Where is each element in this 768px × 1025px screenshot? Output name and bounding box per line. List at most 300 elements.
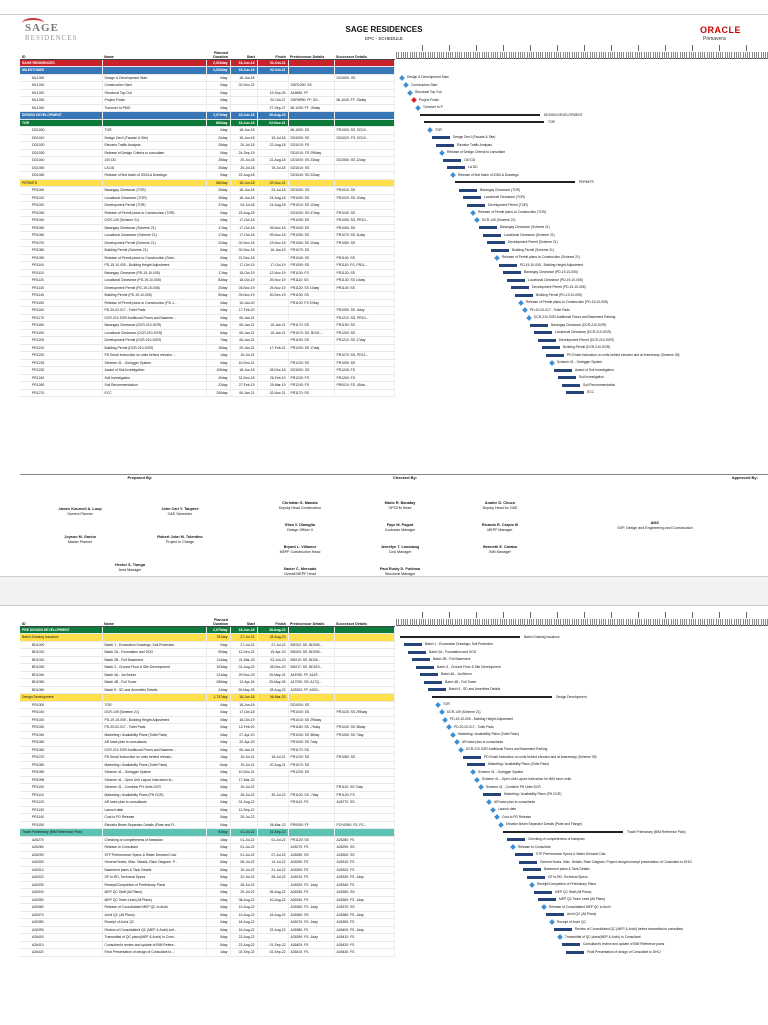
table-row[interactable] bbox=[20, 664, 394, 672]
table-row[interactable] bbox=[20, 724, 394, 732]
table-row[interactable] bbox=[20, 67, 394, 75]
timescale-year bbox=[747, 45, 768, 51]
cell-id: PR1210 bbox=[20, 344, 102, 352]
cell-succ: PR1110: SS 7day bbox=[334, 784, 394, 792]
milestone-diamond-icon[interactable] bbox=[411, 97, 417, 103]
cell-name: Building Permit (PD-19-10-005) bbox=[102, 292, 206, 300]
cell-finish: 25-May-24 bbox=[257, 671, 288, 679]
cell-id: PR1120 bbox=[20, 277, 102, 285]
table-row[interactable] bbox=[20, 679, 394, 687]
gantt-summary-bar[interactable] bbox=[455, 181, 575, 183]
milestone-diamond-icon[interactable] bbox=[454, 739, 460, 745]
table-row[interactable] bbox=[20, 74, 394, 82]
gantt-bar[interactable] bbox=[519, 861, 537, 864]
gantt-bar[interactable] bbox=[503, 271, 521, 274]
cell-dur: 20day bbox=[206, 284, 230, 292]
table-row[interactable] bbox=[20, 641, 394, 649]
table-row[interactable] bbox=[20, 134, 394, 142]
timescale-year bbox=[396, 45, 423, 51]
gantt-bar[interactable] bbox=[554, 369, 572, 372]
table-row[interactable] bbox=[20, 142, 394, 150]
table-row[interactable] bbox=[20, 814, 394, 822]
cell-id: SAGE RESIDENCES bbox=[20, 59, 102, 67]
gantt-bar[interactable] bbox=[507, 838, 525, 841]
col-id: ID bbox=[20, 612, 102, 626]
table-row[interactable] bbox=[20, 769, 394, 777]
table-row[interactable] bbox=[20, 694, 394, 702]
gantt-bar[interactable] bbox=[424, 681, 442, 684]
table-row[interactable] bbox=[20, 671, 394, 679]
table-row[interactable] bbox=[20, 754, 394, 762]
cell-id: PR1220 bbox=[20, 352, 102, 360]
timescale-tick bbox=[520, 52, 521, 59]
milestone-diamond-icon[interactable] bbox=[474, 217, 480, 223]
milestone-diamond-icon[interactable] bbox=[526, 315, 532, 321]
table-row[interactable] bbox=[20, 896, 394, 904]
table-row[interactable] bbox=[20, 626, 394, 634]
cell-pred: PR1190: SS bbox=[288, 337, 334, 345]
table-row[interactable] bbox=[20, 232, 394, 240]
cell-start: 22-Jul-22 bbox=[230, 874, 257, 882]
milestone-diamond-icon[interactable] bbox=[522, 307, 528, 313]
milestone-diamond-icon[interactable] bbox=[407, 90, 413, 96]
table-row[interactable] bbox=[20, 194, 394, 202]
cell-succ: PR1210: SS 17day bbox=[334, 337, 394, 345]
table-row[interactable] bbox=[20, 716, 394, 724]
cell-pred: A25320: FF, A253... bbox=[288, 686, 334, 694]
table-row[interactable] bbox=[20, 829, 394, 837]
timescale-tick bbox=[565, 619, 566, 626]
timescale-tick bbox=[410, 52, 411, 59]
table-row[interactable] bbox=[20, 89, 394, 97]
cell-name bbox=[102, 626, 206, 634]
milestone-diamond-icon[interactable] bbox=[415, 105, 421, 111]
cell-pred bbox=[288, 806, 334, 814]
table-row[interactable] bbox=[20, 314, 394, 322]
timescale-tick bbox=[590, 619, 591, 626]
timescale-tick bbox=[448, 619, 449, 626]
table-row[interactable] bbox=[20, 217, 394, 225]
gantt-bar[interactable] bbox=[416, 666, 434, 669]
cell-id: PR1040 bbox=[20, 731, 102, 739]
milestone-diamond-icon[interactable] bbox=[450, 172, 456, 178]
cell-start: 02-Nov-18 bbox=[230, 239, 257, 247]
gantt-bar[interactable] bbox=[562, 384, 580, 387]
gantt-bar[interactable] bbox=[420, 673, 438, 676]
timescale-tick bbox=[722, 619, 723, 626]
cell-start: 10-Aug-22 bbox=[230, 911, 257, 919]
table-row[interactable] bbox=[20, 634, 394, 642]
gantt-bar[interactable] bbox=[530, 324, 548, 327]
cell-name: Building Permit (DCR-210-SGR) bbox=[102, 344, 206, 352]
milestone-diamond-icon[interactable] bbox=[557, 934, 563, 940]
gantt-bar[interactable] bbox=[459, 189, 477, 192]
timescale-tick bbox=[738, 52, 739, 59]
gantt-bar[interactable] bbox=[511, 286, 529, 289]
gantt-bar[interactable] bbox=[467, 763, 485, 766]
cell-finish bbox=[257, 74, 288, 82]
timescale-tick bbox=[644, 619, 645, 626]
gantt-bar[interactable] bbox=[566, 951, 584, 954]
gantt-label: DCR-149 (Scheme 21) bbox=[482, 217, 516, 222]
cell-succ: A26360: FS -1day bbox=[334, 896, 394, 904]
table-row[interactable] bbox=[20, 911, 394, 919]
cell-finish: 02-Nov-21 bbox=[257, 119, 288, 127]
milestone-diamond-icon[interactable] bbox=[490, 807, 496, 813]
milestone-diamond-icon[interactable] bbox=[494, 255, 500, 261]
gantt-label: Soil Investigation bbox=[579, 375, 604, 379]
table-row[interactable] bbox=[20, 874, 394, 882]
table-row[interactable] bbox=[20, 731, 394, 739]
gantt-bar[interactable] bbox=[408, 651, 426, 654]
gantt-bar[interactable] bbox=[523, 868, 541, 871]
table-row[interactable] bbox=[20, 701, 394, 709]
table-row[interactable] bbox=[20, 344, 394, 352]
table-row[interactable] bbox=[20, 367, 394, 375]
gantt-bar[interactable] bbox=[432, 136, 450, 139]
table-row[interactable] bbox=[20, 389, 394, 397]
table-row[interactable] bbox=[20, 299, 394, 307]
timescale-tick bbox=[558, 52, 559, 59]
table-row[interactable] bbox=[20, 881, 394, 889]
cell-start: 27-Jul-22 bbox=[230, 641, 257, 649]
cell-name: ECC bbox=[102, 389, 206, 397]
cell-succ: PR1190: SS bbox=[334, 322, 394, 330]
milestone-diamond-icon[interactable] bbox=[435, 702, 441, 708]
table-row[interactable] bbox=[20, 329, 394, 337]
signatory: Xavier C. Mercado Overall MEPF Head bbox=[283, 567, 317, 576]
cell-name: Locational Clearance (TOR) bbox=[102, 194, 206, 202]
table-row[interactable] bbox=[20, 656, 394, 664]
table-row[interactable] bbox=[20, 284, 394, 292]
table-row[interactable] bbox=[20, 709, 394, 717]
timescale-tick bbox=[531, 52, 532, 59]
cell-id: DD1050 bbox=[20, 164, 102, 172]
timescale-tick bbox=[518, 52, 519, 59]
milestone-diamond-icon[interactable] bbox=[498, 822, 504, 828]
table-row[interactable] bbox=[20, 59, 394, 67]
cell-succ: PR1050: SS -6day bbox=[334, 307, 394, 315]
table-row[interactable] bbox=[20, 382, 394, 390]
gantt-summary-bar[interactable] bbox=[420, 114, 540, 116]
table-row[interactable] bbox=[20, 352, 394, 360]
cell-pred bbox=[288, 74, 334, 82]
gantt-summary-bar[interactable] bbox=[432, 696, 552, 698]
gantt-bar[interactable] bbox=[487, 241, 505, 244]
timescale-tick bbox=[725, 619, 726, 626]
cell-finish bbox=[257, 784, 288, 792]
cell-finish: 29-Nov-19 bbox=[257, 277, 288, 285]
table-row[interactable] bbox=[20, 262, 394, 270]
table-row[interactable] bbox=[20, 239, 394, 247]
cell-finish: 24-Aug-18 bbox=[257, 202, 288, 210]
milestone-diamond-icon[interactable] bbox=[510, 844, 516, 850]
milestone-diamond-icon[interactable] bbox=[518, 300, 524, 306]
gantt-bar[interactable] bbox=[463, 756, 481, 759]
timescale-year bbox=[450, 45, 477, 51]
timescale-tick bbox=[401, 52, 402, 59]
cell-succ: A26370: SS bbox=[334, 904, 394, 912]
cell-finish: 17-Feb-21 bbox=[257, 344, 288, 352]
cell-start: 18-Jun-18 bbox=[230, 187, 257, 195]
table-row[interactable] bbox=[20, 187, 394, 195]
timescale-tick bbox=[666, 619, 667, 626]
timescale-tick bbox=[473, 52, 474, 59]
cell-id: PR1090 bbox=[20, 769, 102, 777]
timescale-tick bbox=[556, 52, 557, 59]
cell-succ: PR1050: SS 7day bbox=[334, 731, 394, 739]
table-row[interactable] bbox=[20, 776, 394, 784]
milestone-diamond-icon[interactable] bbox=[450, 732, 456, 738]
cell-name: DCR-210 SGR Additional Floors and Baseme... bbox=[102, 746, 206, 754]
timescale-tick bbox=[596, 619, 597, 626]
cell-pred: A16760: FF, A16F... bbox=[288, 671, 334, 679]
timescale-tick bbox=[761, 52, 762, 59]
timescale-tick bbox=[592, 52, 593, 59]
gantt-bar[interactable] bbox=[507, 279, 525, 282]
gantt-label: Consultant's review and update of BIM Reference plans bbox=[583, 942, 665, 946]
timescale-tick bbox=[504, 619, 505, 626]
gantt-bar[interactable] bbox=[447, 166, 465, 169]
cell-succ: DD1020: FS, DD10... bbox=[334, 134, 394, 142]
milestone-diamond-icon[interactable] bbox=[439, 150, 445, 156]
timescale-tick bbox=[477, 52, 478, 59]
gantt-bar[interactable] bbox=[479, 226, 497, 229]
gantt-bar[interactable] bbox=[546, 913, 564, 916]
cell-name: GF to RD, Technical Specs bbox=[102, 874, 206, 882]
cell-start: 06-Jan-21 bbox=[230, 337, 257, 345]
schedule-page-1 bbox=[0, 14, 768, 577]
table-row[interactable] bbox=[20, 292, 394, 300]
timescale-tick bbox=[585, 619, 586, 626]
cell-start: 17-Oct-18 bbox=[230, 232, 257, 240]
cell-pred: SGR1000: SS bbox=[288, 82, 334, 90]
gantt-bar[interactable] bbox=[436, 144, 454, 147]
gantt-bar[interactable] bbox=[515, 853, 533, 856]
milestone-diamond-icon[interactable] bbox=[470, 769, 476, 775]
table-row[interactable] bbox=[20, 904, 394, 912]
milestone-diamond-icon[interactable] bbox=[427, 127, 433, 133]
cell-id: PR1010 bbox=[20, 194, 102, 202]
table-row[interactable] bbox=[20, 224, 394, 232]
table-row[interactable] bbox=[20, 844, 394, 852]
table-row[interactable] bbox=[20, 889, 394, 897]
cell-finish: 26-Feb-19 bbox=[257, 374, 288, 382]
cell-dur: 124day bbox=[206, 671, 230, 679]
cell-succ bbox=[334, 149, 394, 157]
timescale-tick bbox=[529, 52, 530, 59]
table-row[interactable] bbox=[20, 209, 394, 217]
timescale-tick bbox=[542, 52, 543, 59]
gantt-label: Release of Permit plans to Construction (TOR) bbox=[478, 210, 547, 214]
timescale-tick bbox=[583, 52, 584, 59]
gantt-summary-bar[interactable] bbox=[400, 636, 520, 638]
cell-pred bbox=[288, 314, 334, 322]
table-row[interactable] bbox=[20, 949, 394, 957]
cell-id: PR1260 bbox=[20, 382, 102, 390]
table-row[interactable] bbox=[20, 851, 394, 859]
cell-name bbox=[102, 67, 206, 75]
table-row[interactable] bbox=[20, 164, 394, 172]
gantt-bar[interactable] bbox=[527, 876, 545, 879]
milestone-diamond-icon[interactable] bbox=[439, 709, 445, 715]
table-row[interactable] bbox=[20, 247, 394, 255]
gantt-bar[interactable] bbox=[534, 891, 552, 894]
cell-dur: 0day bbox=[206, 881, 230, 889]
cell-succ bbox=[334, 746, 394, 754]
milestone-diamond-icon[interactable] bbox=[399, 75, 405, 81]
table-row[interactable] bbox=[20, 322, 394, 330]
table-row[interactable] bbox=[20, 866, 394, 874]
gantt-bar[interactable] bbox=[538, 339, 556, 342]
timescale-tick bbox=[682, 52, 683, 59]
table-row[interactable] bbox=[20, 277, 394, 285]
table-row[interactable] bbox=[20, 179, 394, 187]
table-row[interactable] bbox=[20, 859, 394, 867]
cell-name bbox=[102, 634, 206, 642]
cell-dur: 7day bbox=[206, 337, 230, 345]
table-row[interactable] bbox=[20, 739, 394, 747]
milestone-diamond-icon[interactable] bbox=[549, 360, 555, 366]
gantt-label: Building Permit (PD-19-10-005) bbox=[536, 292, 582, 297]
cell-succ: PR1070: SS 11day bbox=[334, 232, 394, 240]
gantt-bar[interactable] bbox=[562, 943, 580, 946]
table-row[interactable] bbox=[20, 926, 394, 934]
gantt-bar[interactable] bbox=[554, 928, 572, 931]
timescale-tick bbox=[484, 619, 485, 626]
gantt-bar[interactable] bbox=[499, 264, 517, 267]
table-row[interactable] bbox=[20, 157, 394, 165]
cell-pred: PR1130: SS bbox=[288, 292, 334, 300]
milestone-diamond-icon[interactable] bbox=[442, 717, 448, 723]
table-row[interactable] bbox=[20, 104, 394, 112]
milestone-diamond-icon[interactable] bbox=[494, 814, 500, 820]
gantt-summary-bar[interactable] bbox=[424, 121, 544, 123]
timescale-tick bbox=[540, 619, 541, 626]
table-row[interactable] bbox=[20, 791, 394, 799]
table-row[interactable] bbox=[20, 934, 394, 942]
table-row[interactable] bbox=[20, 919, 394, 927]
milestone-diamond-icon[interactable] bbox=[474, 777, 480, 783]
cell-name: Soil Recommendation bbox=[102, 382, 206, 390]
milestone-diamond-icon[interactable] bbox=[403, 82, 409, 88]
table-row[interactable] bbox=[20, 806, 394, 814]
timescale-tick bbox=[605, 52, 606, 59]
gantt-bar[interactable] bbox=[534, 331, 552, 334]
cell-pred: A26280: SS bbox=[288, 851, 334, 859]
timescale-tick bbox=[450, 52, 451, 59]
table-row[interactable] bbox=[20, 127, 394, 135]
gantt-bar[interactable] bbox=[463, 196, 481, 199]
table-row[interactable] bbox=[20, 337, 394, 345]
gantt-bar[interactable] bbox=[566, 391, 584, 394]
cell-start: 29-Jan-21 bbox=[230, 344, 257, 352]
table-row[interactable] bbox=[20, 119, 394, 127]
gantt-bar[interactable] bbox=[483, 793, 501, 796]
milestone-diamond-icon[interactable] bbox=[529, 882, 535, 888]
table-row[interactable] bbox=[20, 374, 394, 382]
cell-pred: DD1000: SS bbox=[288, 367, 334, 375]
table-row[interactable] bbox=[20, 307, 394, 315]
cell-dur: 49day bbox=[206, 194, 230, 202]
timescale-tick bbox=[401, 619, 402, 626]
logo-subtext: RESIDENCES bbox=[25, 34, 78, 42]
milestone-diamond-icon[interactable] bbox=[541, 904, 547, 910]
cell-finish: 22-Aug-18 bbox=[257, 157, 288, 165]
cell-pred: BD003: SS, BD005... bbox=[288, 649, 334, 657]
gantt-bar[interactable] bbox=[558, 376, 576, 379]
table-row[interactable] bbox=[20, 784, 394, 792]
table-row[interactable] bbox=[20, 836, 394, 844]
cell-pred: A26290: FS bbox=[288, 859, 334, 867]
table-row[interactable] bbox=[20, 269, 394, 277]
table-row[interactable] bbox=[20, 149, 394, 157]
table-row[interactable] bbox=[20, 799, 394, 807]
timescale-tick bbox=[711, 619, 712, 626]
timescale-tick bbox=[637, 619, 638, 626]
gantt-summary-bar[interactable] bbox=[503, 831, 623, 833]
timescale-tick bbox=[639, 52, 640, 59]
cell-finish bbox=[257, 359, 288, 367]
gantt-bar[interactable] bbox=[542, 346, 560, 349]
cell-name: Release of Consolidated MEP QC to Archi bbox=[102, 904, 206, 912]
table-row[interactable] bbox=[20, 821, 394, 829]
gantt-bar[interactable] bbox=[483, 234, 501, 237]
table-row[interactable] bbox=[20, 649, 394, 657]
table-row[interactable] bbox=[20, 746, 394, 754]
gantt-bar[interactable] bbox=[515, 294, 533, 297]
table-row[interactable] bbox=[20, 172, 394, 180]
gantt-bar[interactable] bbox=[491, 249, 509, 252]
milestone-diamond-icon[interactable] bbox=[549, 919, 555, 925]
signatory: Bryant L. Villamor MEPF Construction Head bbox=[279, 545, 321, 554]
table-row[interactable] bbox=[20, 97, 394, 105]
gantt-bar[interactable] bbox=[538, 898, 556, 901]
cell-succ bbox=[334, 739, 394, 747]
cell-dur: 6day bbox=[206, 329, 230, 337]
gantt-bar[interactable] bbox=[404, 643, 422, 646]
milestone-diamond-icon[interactable] bbox=[458, 747, 464, 753]
table-row[interactable] bbox=[20, 359, 394, 367]
gantt-bar[interactable] bbox=[546, 354, 564, 357]
table-row[interactable] bbox=[20, 941, 394, 949]
table-row[interactable] bbox=[20, 82, 394, 90]
timescale-year bbox=[423, 45, 450, 51]
table-row[interactable] bbox=[20, 761, 394, 769]
cell-start: 17-Oct-19 bbox=[230, 262, 257, 270]
table-row[interactable] bbox=[20, 202, 394, 210]
cell-pred bbox=[288, 352, 334, 360]
table-row[interactable] bbox=[20, 254, 394, 262]
gantt-bar[interactable] bbox=[443, 159, 461, 162]
gantt-bar[interactable] bbox=[412, 658, 430, 661]
table-row[interactable] bbox=[20, 686, 394, 694]
gantt-label: Release of first batch of IDD/LA Drawings bbox=[458, 172, 519, 177]
cell-start: 31-Dec-18 bbox=[230, 374, 257, 382]
gantt-bar[interactable] bbox=[467, 204, 485, 207]
cell-name: Release of Permit plans to Construction (TOR) bbox=[102, 209, 206, 217]
cell-finish bbox=[257, 337, 288, 345]
milestone-diamond-icon[interactable] bbox=[478, 784, 484, 790]
cell-finish: 02-Oct-27 bbox=[257, 97, 288, 105]
milestone-diamond-icon[interactable] bbox=[470, 210, 476, 216]
milestone-diamond-icon[interactable] bbox=[486, 799, 492, 805]
timescale-tick bbox=[747, 619, 748, 626]
cell-finish bbox=[257, 127, 288, 135]
milestone-diamond-icon[interactable] bbox=[446, 724, 452, 730]
table-row[interactable] bbox=[20, 112, 394, 120]
gantt-bar[interactable] bbox=[428, 688, 446, 691]
